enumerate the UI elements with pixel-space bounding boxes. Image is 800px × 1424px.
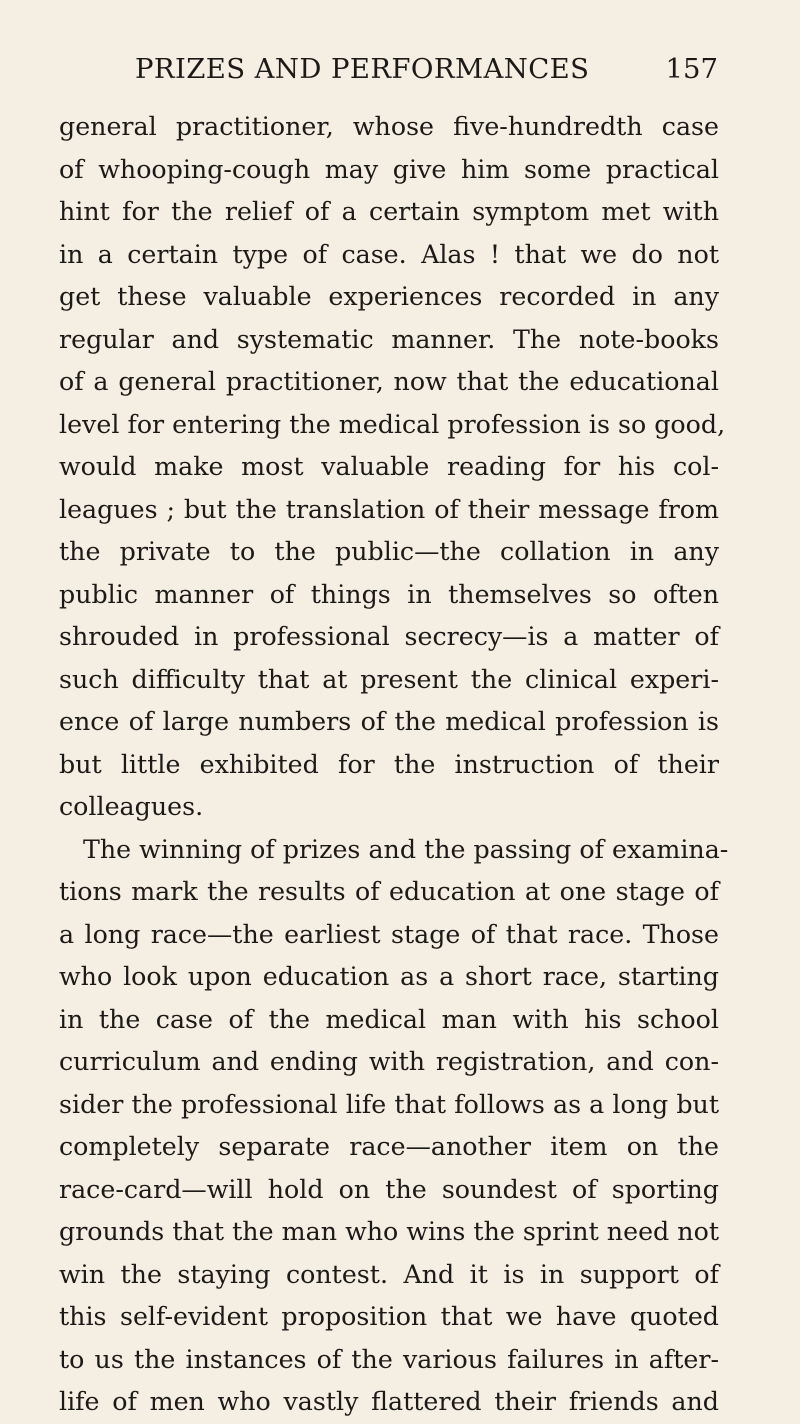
text-line: The winning of prizes and the passing of examina- <box>83 834 729 864</box>
text-line: curriculum and ending with registration, and con- <box>59 1047 719 1076</box>
text-line: ence of large numbers of the medical profession is <box>59 707 719 736</box>
text-line: race-card—will hold on the soundest of sporting <box>59 1174 719 1204</box>
text-line: such difficulty that at present the clinical experi- <box>59 664 719 694</box>
text-line: would make most valuable reading for his col- <box>59 452 719 481</box>
text-line: life of men who vastly flattered their friends and <box>59 1387 719 1416</box>
text-line: completely separate race—another item on the <box>59 1132 719 1161</box>
text-line: leagues ; but the translation of their message from <box>59 494 719 524</box>
text-line: colleagues. <box>59 792 204 821</box>
text-line: in a certain type of case. Alas ! that we do not <box>59 239 719 269</box>
text-line: this self-evident proposition that we have quoted <box>59 1302 719 1331</box>
page-number: 157 <box>665 53 718 85</box>
text-line: win the staying contest. And it is in support of <box>59 1259 719 1289</box>
text-line: the private to the public—the collation in any <box>59 537 719 566</box>
running-head: PRIZES AND PERFORMANCES <box>135 53 590 85</box>
text-line: a long race—the earliest stage of that race. Those <box>59 919 719 949</box>
text-line: public manner of things in themselves so often <box>59 579 719 609</box>
text-line: to us the instances of the various failures in after- <box>59 1344 719 1374</box>
text-line: regular and systematic manner. The note-books <box>59 324 719 354</box>
text-line: get these valuable experiences recorded in any <box>59 282 719 311</box>
text-line: grounds that the man who wins the sprint need not <box>59 1217 719 1246</box>
text-line: hint for the relief of a certain symptom met with <box>59 197 719 226</box>
text-line: who look upon education as a short race, starting <box>59 962 719 991</box>
text-line: shrouded in professional secrecy—is a matter of <box>59 622 719 651</box>
text-line: tions mark the results of education at one stage of <box>59 877 719 906</box>
text-line: but little exhibited for the instruction of their <box>59 749 719 779</box>
body-text <box>59 106 729 1424</box>
text-line: of a general practitioner, now that the educational <box>59 367 719 396</box>
text-line: sider the professional life that follows as a long but <box>59 1089 719 1119</box>
text-line: level for entering the medical profession is so good, <box>59 409 726 439</box>
text-line: of whooping-cough may give him some practical <box>59 154 719 184</box>
text-line: in the case of the medical man with his school <box>59 1004 719 1034</box>
text-line: general practitioner, whose five-hundredth case <box>59 112 719 141</box>
